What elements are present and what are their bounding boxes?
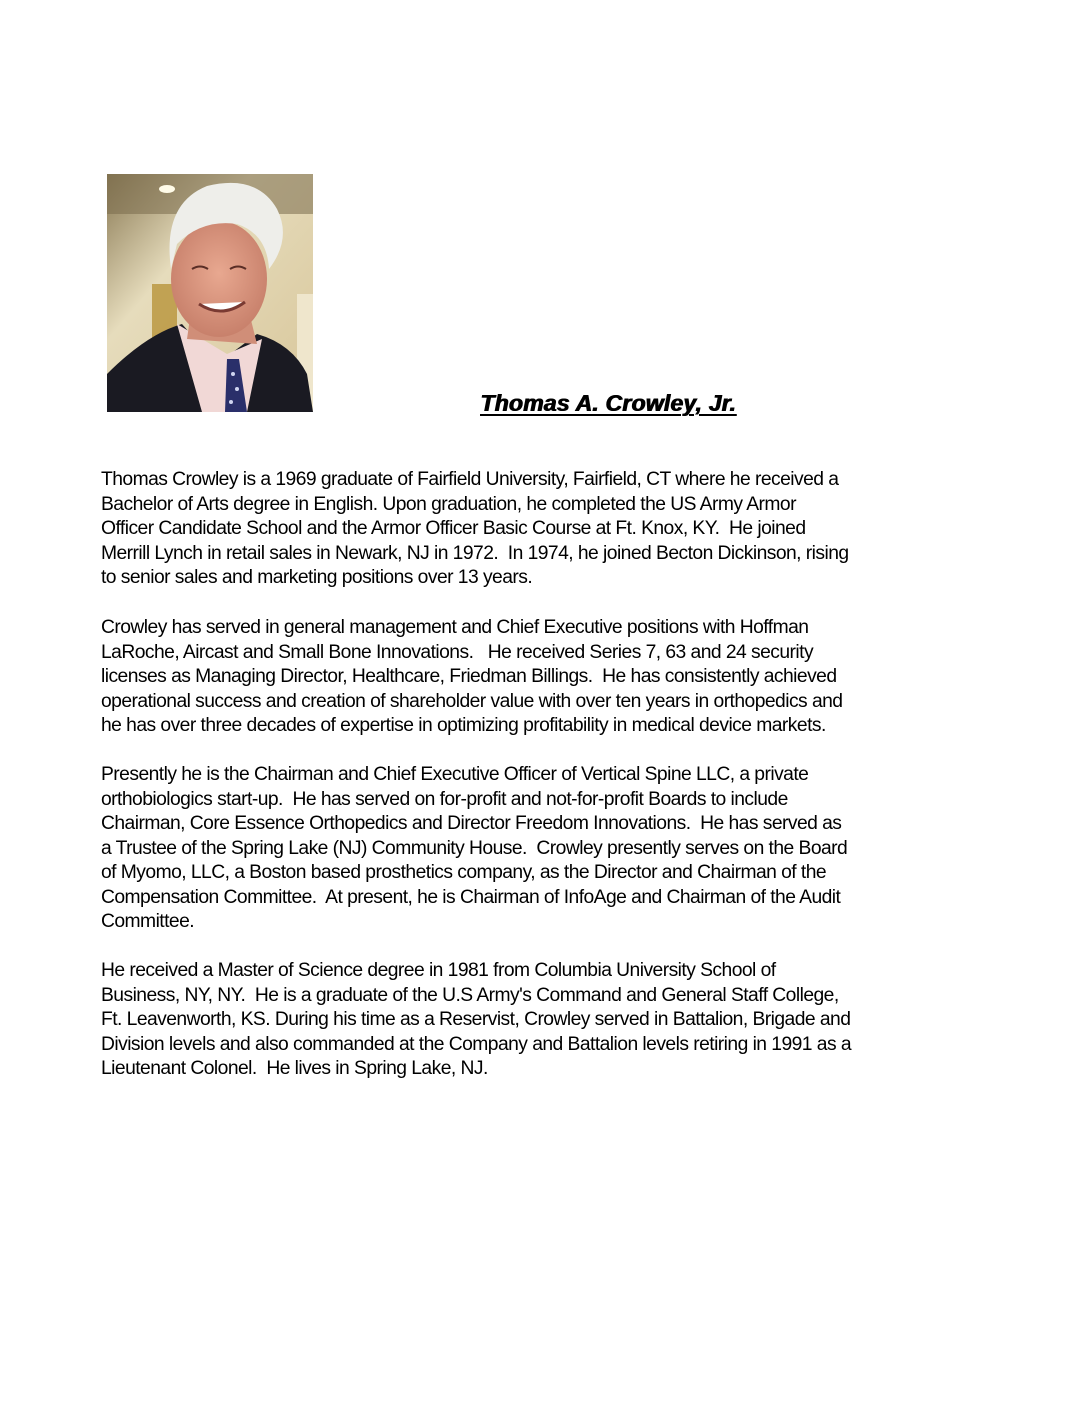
- text-line: Lieutenant Colonel. He lives in Spring Lake, NJ.: [101, 1058, 488, 1079]
- text-line: Chairman, Core Essence Orthopedics and Director Freedom Innovations. He has served as: [101, 813, 842, 834]
- text-line: Division levels and also commanded at the Company and Battalion levels retiring in 1991 as a: [101, 1033, 852, 1055]
- portrait-image: [107, 174, 313, 412]
- text-line: Presently he is the Chairman and Chief Executive Officer of Vertical Spine LLC, a private: [101, 764, 809, 785]
- text-line: LaRoche, Aircast and Small Bone Innovations. He received Series 7, 63 and 24 security: [101, 641, 814, 663]
- text-line: licenses as Managing Director, Healthcare, Friedman Billings. He has consistently achieved: [101, 666, 837, 687]
- person-name-heading: Thomas A. Crowley, Jr.: [480, 390, 736, 416]
- text-line: Ft. Leavenworth, KS. During his time as a Reservist, Crowley served in Battalion, Brigade and: [101, 1009, 851, 1030]
- text-line: Officer Candidate School and the Armor Officer Basic Course at Ft. Knox, KY. He joined: [101, 518, 806, 539]
- bio-paragraph-military: [101, 959, 1001, 1082]
- text-line: to senior sales and marketing positions over 13 years.: [101, 567, 533, 588]
- text-line: operational success and creation of shareholder value with over ten years in orthopedics and: [101, 690, 843, 712]
- text-line: Business, NY, NY. He is a graduate of the U.S Army's Command and General Staff College,: [101, 984, 839, 1006]
- text-line: of Myomo, LLC, a Boston based prosthetics company, as the Director and Chairman of the: [101, 862, 827, 883]
- text-line: orthobiologics start-up. He has served on for-profit and not-for-profit Boards to include: [101, 788, 788, 810]
- text-line: Committee.: [101, 911, 195, 932]
- text-line: Bachelor of Arts degree in English. Upon graduation, he completed the US Army Armor: [101, 493, 796, 515]
- text-line: he has over three decades of expertise in optimizing profitability in medical device markets.: [101, 715, 826, 736]
- text-line: He received a Master of Science degree in 1981 from Columbia University School of: [101, 960, 776, 981]
- bio-paragraph-education: [101, 468, 1001, 591]
- bio-paragraph-boards: [101, 763, 1001, 935]
- portrait-photo: [107, 174, 313, 412]
- text-line: Compensation Committee. At present, he is Chairman of InfoAge and Chairman of the Audit: [101, 886, 841, 908]
- bio-paragraph-career: [101, 616, 1001, 739]
- text-line: Thomas Crowley is a 1969 graduate of Fairfield University, Fairfield, CT where he received a: [101, 469, 839, 490]
- text-line: Crowley has served in general management and Chief Executive positions with Hoffman: [101, 617, 809, 638]
- text-line: a Trustee of the Spring Lake (NJ) Community House. Crowley presently serves on the Board: [101, 837, 848, 859]
- text-line: Merrill Lynch in retail sales in Newark, NJ in 1972. In 1974, he joined Becton Dickinson, rising: [101, 542, 849, 564]
